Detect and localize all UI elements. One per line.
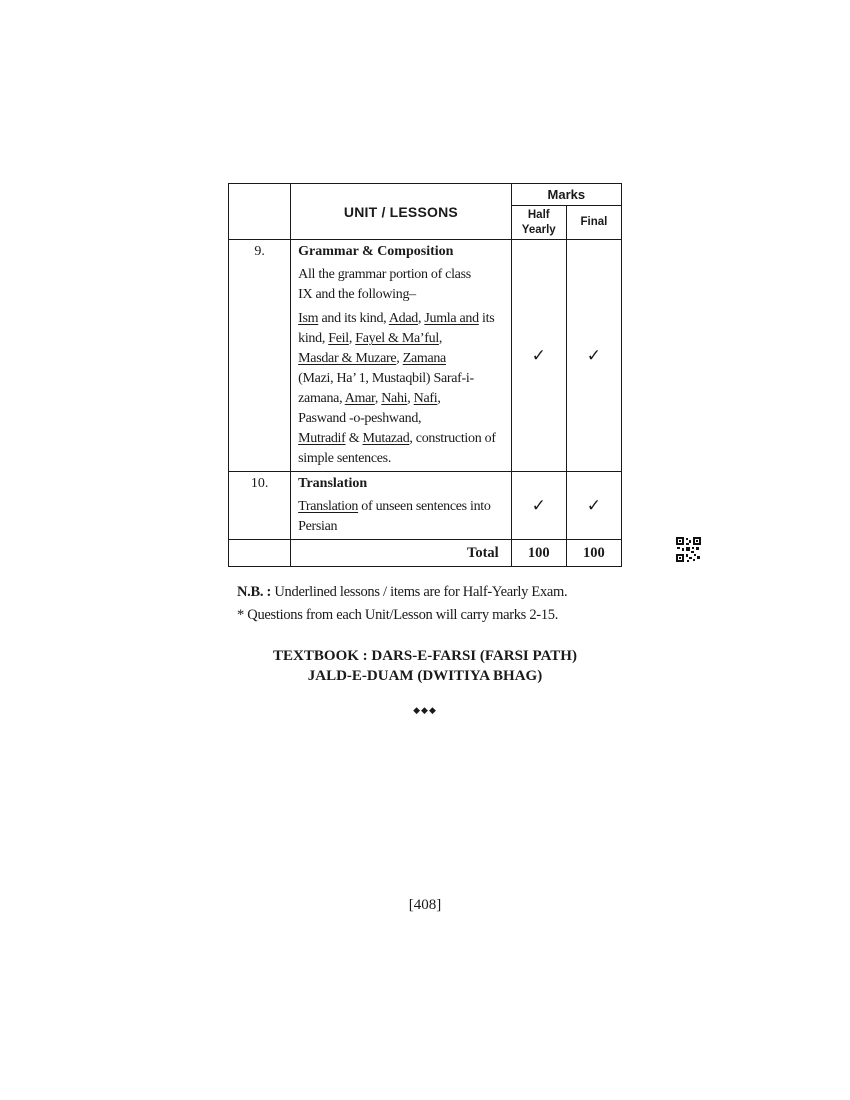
underlined-topic: Mutradif: [298, 431, 346, 446]
textbook-line1: TEXTBOOK : DARS-E-FARSI (FARSI PATH): [273, 648, 577, 664]
unit-intro-line2: IX and the following–: [298, 287, 416, 302]
topic-text: ,: [348, 331, 356, 346]
check-icon: ✓: [511, 240, 566, 472]
total-row: [229, 540, 622, 567]
syllabus-table: [228, 183, 622, 567]
check-icon: ✓: [566, 240, 621, 472]
nb-text: Underlined lessons / items are for Half-Yearly Exam.: [271, 584, 568, 600]
unit-content: [291, 472, 512, 540]
total-final: 100: [566, 540, 621, 567]
unit-topics: [298, 309, 507, 469]
nb-note: [237, 581, 567, 604]
unit-title: Grammar & Composition: [298, 244, 454, 259]
unit-topics: [298, 497, 507, 537]
topic-text: ,: [396, 351, 403, 366]
topic-text: ,: [374, 391, 382, 406]
check-icon: ✓: [566, 472, 621, 540]
table-row: [229, 240, 622, 472]
unit-intro-line1: All the grammar portion of class: [298, 267, 471, 282]
underlined-topic: Jumla and: [424, 311, 479, 326]
topic-text: &: [345, 431, 363, 446]
topic-text: of unseen sentences into Persian: [298, 499, 491, 534]
page-number: [408]: [408, 897, 442, 913]
half-yearly-header-line2: Yearly: [521, 223, 556, 236]
underlined-topic: Zamana: [402, 351, 446, 366]
textbook-line2: JALD-E-DUAM (DWITIYA BHAG): [307, 668, 543, 684]
half-yearly-header-line1: Half: [527, 208, 550, 221]
unit-lessons-header: UNIT / LESSONS: [291, 184, 512, 240]
serial-number: 10.: [229, 472, 291, 540]
underlined-topic: Ism: [298, 311, 319, 326]
topic-text: and its kind,: [318, 311, 389, 326]
total-label: Total: [291, 540, 512, 567]
underlined-topic: Masdar & Muzare: [298, 351, 397, 366]
unit-intro: [298, 265, 507, 305]
serial-number: 9.: [229, 240, 291, 472]
qr-code-icon: [676, 537, 701, 562]
topic-text: ,: [438, 331, 443, 346]
underlined-topic: Adad: [388, 311, 418, 326]
total-empty-cell: [229, 540, 291, 567]
table-row: [229, 472, 622, 540]
underlined-topic: Mutazad: [362, 431, 410, 446]
topic-text: , construction of simple sentences.: [298, 431, 496, 466]
textbook-title: [225, 646, 625, 686]
underlined-topic: Translation: [298, 499, 359, 514]
notes: [237, 581, 567, 627]
topic-text: ,: [417, 311, 425, 326]
topic-text: ,: [407, 391, 414, 406]
underlined-topic: Amar: [344, 391, 375, 406]
underlined-topic: Feil: [328, 331, 349, 346]
unit-title: Translation: [298, 476, 368, 491]
topic-text: (Mazi, Ha’ 1, Mustaqbil) Saraf-i-zamana,: [298, 371, 474, 406]
sno-header: [229, 184, 291, 240]
check-icon: ✓: [511, 472, 566, 540]
topic-text: its kind,: [298, 311, 495, 346]
nb-label: N.B. :: [237, 584, 272, 600]
final-header: Final: [566, 206, 621, 240]
separator-diamonds-icon: ◆◆◆: [413, 706, 437, 716]
topic-text: ,: [437, 391, 441, 406]
total-half-yearly: 100: [511, 540, 566, 567]
topic-text: Paswand -o-peshwand,: [298, 411, 422, 426]
underlined-topic: Nahi: [381, 391, 408, 406]
half-yearly-header: [511, 206, 566, 240]
underlined-topic: Fayel & Ma’ful: [355, 331, 439, 346]
underlined-topic: Nafi: [413, 391, 438, 406]
marks-header: Marks: [511, 184, 621, 206]
marks-note: * Questions from each Unit/Lesson will carry marks 2-15.: [237, 607, 559, 623]
unit-content: [291, 240, 512, 472]
